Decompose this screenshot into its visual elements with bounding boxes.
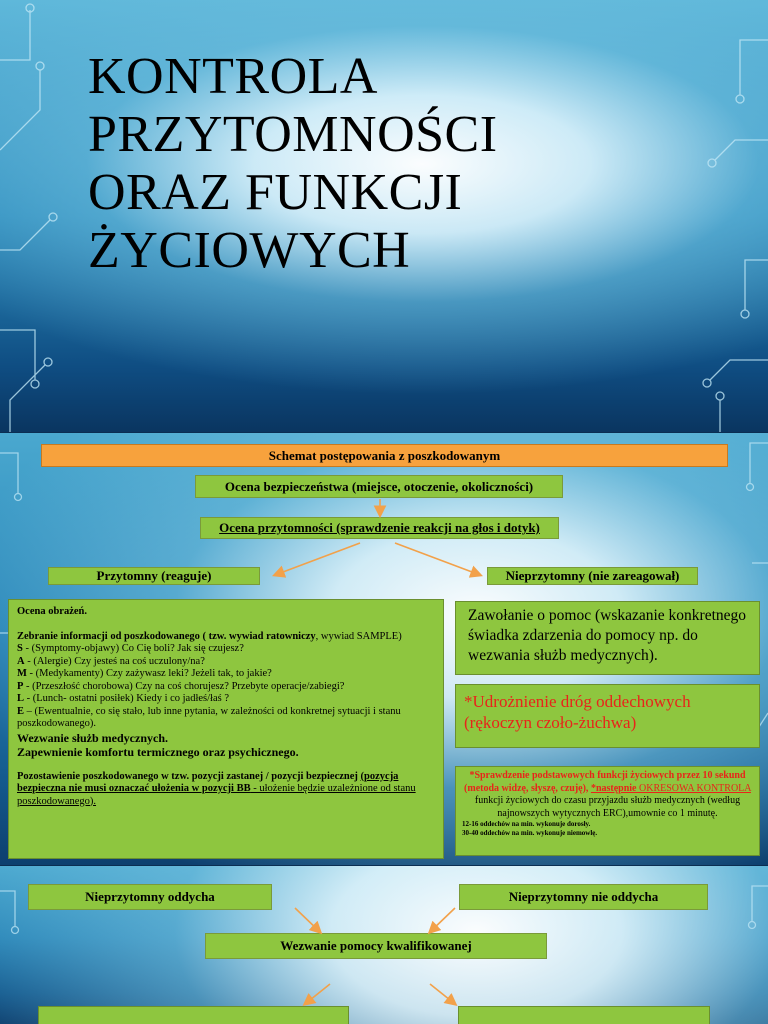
- scheme-header: [41, 444, 728, 467]
- sample-item: A - (Alergie) Czy jesteś na coś uczulony/na?: [17, 655, 205, 667]
- scheme-slide: [0, 433, 768, 865]
- position-underlined: (pozycja bezpieczna nie musi oznaczać ułożenia w pozycji BB: [17, 770, 399, 794]
- title-line-3: ORAZ FUNKCJI: [88, 164, 463, 221]
- position-end: - ułożenie będzie uzależnione od stanu poszkodowanego).: [17, 783, 416, 807]
- breathing-text: Nieprzytomny oddycha: [85, 889, 215, 904]
- title-line-2: PRZYTOMNOŚCI: [88, 106, 498, 163]
- sample-item: P - (Przeszłość chorobowa) Czy na coś chorujesz? Przebyte operacje/zabiegi?: [17, 680, 345, 692]
- consciousness-assessment-box: [200, 517, 559, 539]
- slide-title: [88, 48, 498, 280]
- qualified-help-box: [205, 933, 547, 959]
- sample-item: E – (Ewentualnie, co się stało, lub inne pytania, w zależności od konkretnej sytuacji i stanu poszkodowanego).: [17, 705, 401, 729]
- unconscious-text: Nieprzytomny (nie zareagował): [505, 568, 680, 583]
- qualified-help-text: Wezwanie pomocy kwalifikowanej: [280, 938, 472, 953]
- consciousness-assessment-text: Ocena przytomności (sprawdzenie reakcji na głos i dotyk): [219, 520, 540, 535]
- comfort: Zapewnienie komfortu termicznego oraz psychicznego.: [17, 744, 299, 759]
- vital-rest: funkcji życiowych do czasu przyjazdu służb medycznych (według najnowszych wytycznych ERC),umownie co 1 minutę.: [474, 795, 741, 819]
- position-bold: Pozostawienie poszkodowanego w tzw. pozycji zastanej / pozycji bezpiecznej: [17, 770, 358, 782]
- title-line-4: ŻYCIOWYCH: [88, 222, 411, 279]
- unconscious-box: [487, 567, 698, 585]
- sample-list: [17, 643, 435, 731]
- call-services: Wezwanie służb medycznych.: [17, 730, 168, 745]
- conscious-box: [48, 567, 260, 585]
- next-step-left-box: [38, 1006, 349, 1024]
- interview-line: [17, 631, 435, 644]
- airway-block: [455, 684, 760, 748]
- safety-assessment-box: [195, 475, 563, 498]
- vital-text: [462, 770, 753, 820]
- not-breathing-box: [459, 884, 708, 910]
- vital-check: *Sprawdzenie podstawowych funkcji życiowych przez 10 sekund (metoda widzę, słyszę, czuję),: [464, 770, 746, 794]
- interview-bold-2: ( tzw. wywiad ratowniczy: [202, 630, 316, 642]
- call-for-help-block: [455, 601, 760, 675]
- interview-rest: , wywiad SAMPLE): [315, 630, 402, 642]
- sample-item: M - (Medykamenty) Czy zażywasz leki? Jeżeli tak, to jakie?: [17, 668, 272, 679]
- conscious-actions-block: [8, 599, 444, 859]
- norm-adult: 12-16 oddechów na min. wykonuje dorosły.: [462, 820, 591, 828]
- breathing-box: [28, 884, 272, 910]
- unconscious-slide: [0, 866, 768, 1024]
- vital-next: *następnie: [590, 782, 637, 794]
- vital-periodic: OKRESOWA KONTROLA: [636, 782, 751, 794]
- norm-infant: 30-40 oddechów na min. wykonuje niemowlę.: [462, 828, 598, 837]
- not-breathing-text: Nieprzytomny nie oddycha: [508, 889, 659, 904]
- position-note: [17, 771, 435, 809]
- title-line-1: KONTROLA: [88, 48, 378, 105]
- next-step-right-box: [458, 1006, 710, 1024]
- injury-assessment: Ocena obrażeń.: [17, 606, 87, 617]
- title-slide: [0, 0, 768, 432]
- sample-item: L - (Lunch- ostatni posiłek) Kiedy i co jadłeś/łaś ?: [17, 693, 230, 704]
- conscious-text: Przytomny (reaguje): [96, 568, 212, 583]
- call-for-help-text: Zawołanie o pomoc (wskazanie konkretnego świadka zdarzenia do pomocy np. do wezwania służb medycznych).: [468, 607, 747, 664]
- vital-functions-block: [455, 766, 760, 856]
- interview-bold: Zebranie informacji od poszkodowanego: [17, 630, 200, 642]
- airway-text: *Udrożnienie dróg oddechowych (rękoczyn czoło-żuchwa): [464, 692, 691, 732]
- sample-item: S - (Symptomy-objawy) Co Cię boli? Jak się czujesz?: [17, 643, 244, 654]
- safety-assessment-text: Ocena bezpieczeństwa (miejsce, otoczenie, okoliczności): [224, 478, 534, 494]
- scheme-header-text: Schemat postępowania z poszkodowanym: [268, 447, 501, 463]
